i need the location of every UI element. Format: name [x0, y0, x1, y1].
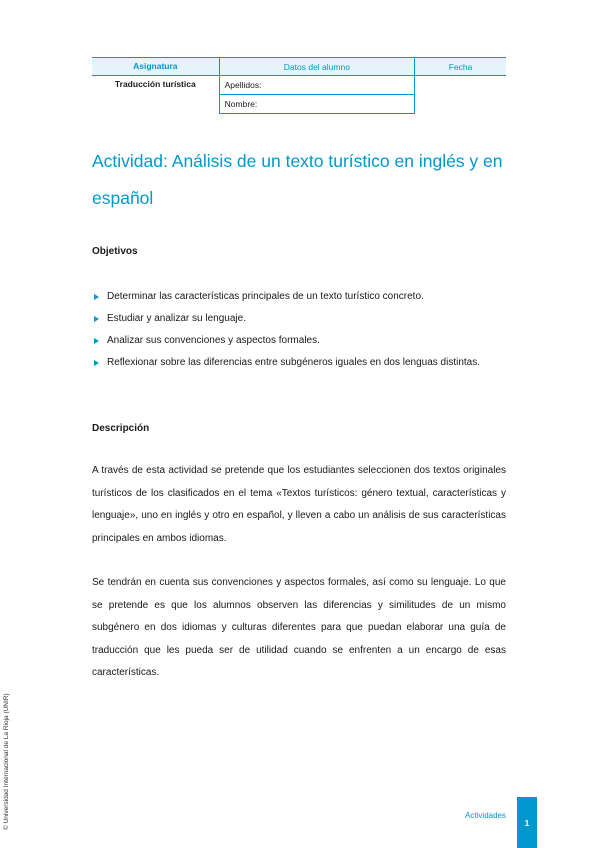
description-heading: Descripción — [92, 423, 150, 434]
column-header-student-data: Datos del alumno — [219, 58, 414, 76]
triangle-bullet-icon — [94, 316, 99, 322]
footer-section-label: Actividades — [465, 811, 506, 820]
page-number: 1 — [517, 797, 537, 848]
subject-value: Traducción turística — [114, 79, 196, 89]
description-paragraph: A través de esta actividad se pretende que los estudiantes seleccionen dos textos originales turísticos de los clasificados en el tema «Textos turísticos: género textual, características y lenguaje», uno en inglés y otro en español, y lleven a cabo un análisis de sus características principales en ambos idiomas. — [92, 465, 506, 544]
column-header-subject: Asignatura — [92, 58, 219, 76]
copyright-notice: © Universidad Internacional de La Rioja (UNIR) — [3, 693, 10, 830]
triangle-bullet-icon — [94, 360, 99, 366]
page-title: Actividad: Análisis de un texto turístico en inglés y en español — [92, 151, 503, 208]
list-item — [92, 308, 506, 330]
surname-field: Apellidos: — [219, 76, 414, 95]
triangle-bullet-icon — [94, 294, 99, 300]
description-paragraph: Se tendrán en cuenta sus convenciones y aspectos formales, así como su lenguaje. Lo que se pretende es que los alumnos observen las diferencias y similitudes de un mismo subgénero en dos idiomas y culturas diferentes para que puedan elaborar una guía de traducción que les pueda ser de utilidad cuando se enfrenten a un encargo de esas características. — [92, 577, 506, 678]
objectives-heading: Objetivos — [92, 246, 138, 257]
student-info-table — [92, 57, 506, 114]
objective-text: Analizar sus convenciones y aspectos formales. — [107, 335, 320, 346]
objectives-list — [92, 286, 506, 374]
objective-text: Reflexionar sobre las diferencias entre subgéneros iguales en dos lenguas distintas. — [107, 357, 481, 368]
date-field — [415, 76, 506, 114]
list-item — [92, 330, 506, 352]
name-field: Nombre: — [219, 95, 414, 114]
column-header-date: Fecha — [415, 58, 506, 76]
list-item — [92, 286, 506, 308]
list-item — [92, 352, 506, 374]
triangle-bullet-icon — [94, 338, 99, 344]
objective-text: Determinar las características principales de un texto turístico concreto. — [107, 291, 424, 302]
objective-text: Estudiar y analizar su lenguaje. — [107, 313, 246, 324]
